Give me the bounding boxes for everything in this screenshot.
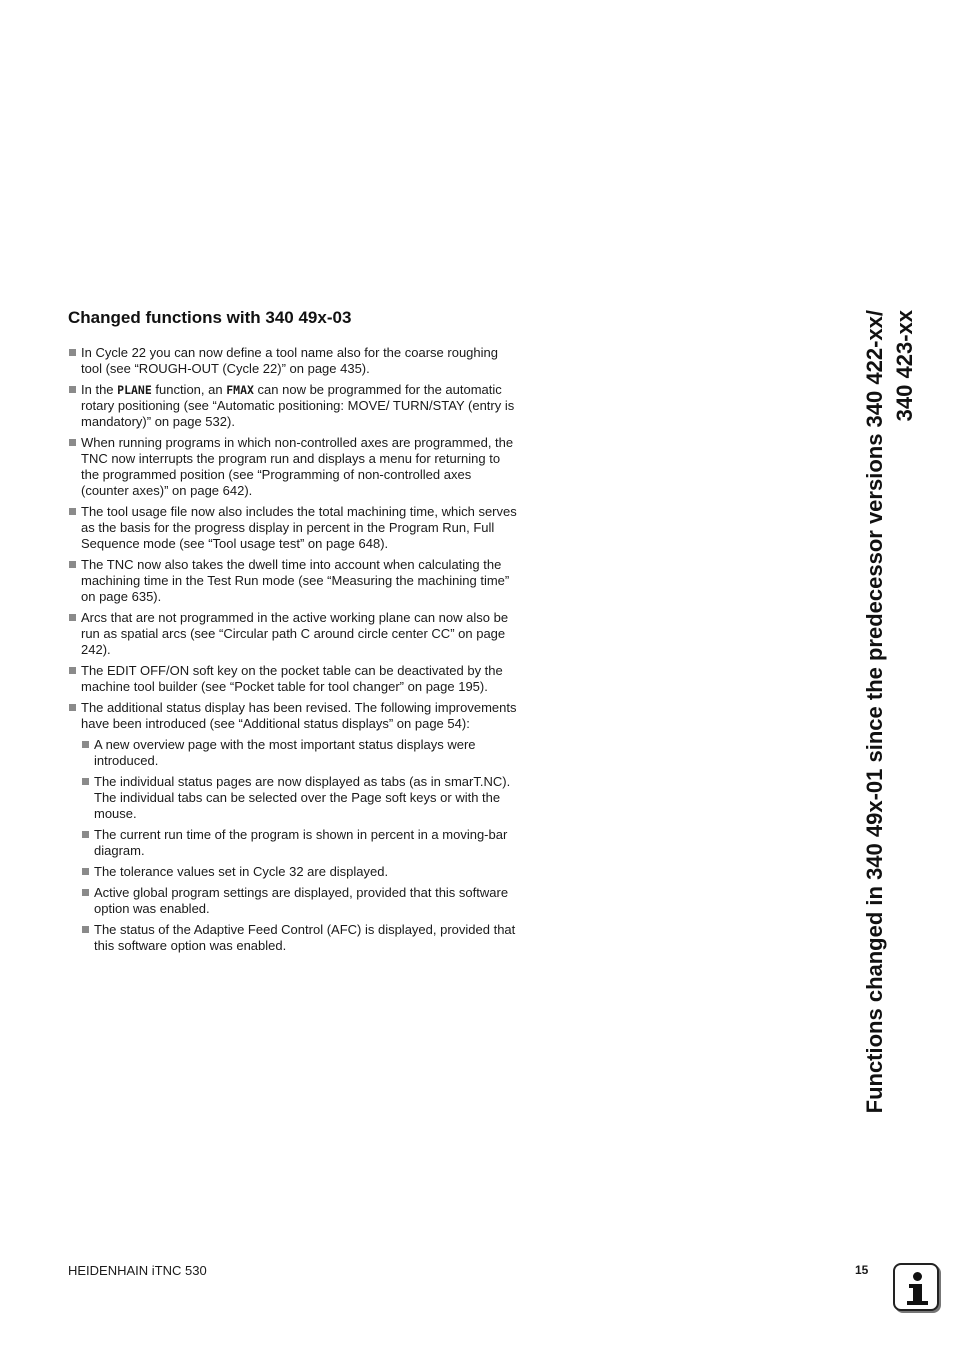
info-icon bbox=[893, 1263, 939, 1311]
sub-list-item: The tolerance values set in Cycle 32 are displayed. bbox=[81, 864, 518, 880]
side-title-line-1: Functions changed in 340 49x-01 since the predecessor versions 340 422-xx/ bbox=[862, 310, 887, 1114]
sub-list-item: The current run time of the program is shown in percent in a moving-bar diagram. bbox=[81, 827, 518, 859]
code-plane: PLANE bbox=[117, 383, 152, 397]
list-item: The TNC now also takes the dwell time into account when calculating the machining time in the Test Run mode (see “Measuring the machining time” on page 635). bbox=[68, 557, 518, 605]
changes-list bbox=[68, 345, 518, 959]
sub-list-item: The status of the Adaptive Feed Control (AFC) is displayed, provided that this software option was enabled. bbox=[81, 922, 518, 954]
list-item: The additional status display has been revised. The following improvements have been introduced (see “Additional status displays” on page 54): A new overview page with the most important status displays were introduced. The individual status pages are now displayed as tabs (as in smarT.NC). The individual tabs can be selected over the Page soft keys or with the mouse. The current run time of the program is shown in percent in a moving-bar diagram. The tolerance values set in Cycle 32 are displayed. Active global program settings are displayed, provided that this software option was enabled. The status of the Adaptive Feed Control (AFC) is displayed, provided that this software option was enabled. bbox=[68, 700, 518, 954]
code-fmax: FMAX bbox=[226, 383, 254, 397]
page-number: 15 bbox=[855, 1263, 869, 1277]
sub-list-item: The individual status pages are now displayed as tabs (as in smarT.NC). The individual tabs can be selected over the Page soft keys or with the mouse. bbox=[81, 774, 518, 822]
list-item: In Cycle 22 you can now define a tool name also for the coarse roughing tool (see “ROUGH-OUT (Cycle 22)” on page 435). bbox=[68, 345, 518, 377]
list-item: In the PLANE function, an FMAX can now be programmed for the automatic rotary positioning (see “Automatic positioning: MOVE/ TURN/STAY (entry is mandatory)” on page 532). bbox=[68, 382, 518, 430]
status-display-sublist bbox=[81, 737, 518, 954]
list-item: The EDIT OFF/ON soft key on the pocket table can be deactivated by the machine tool builder (see “Pocket table for tool changer” on page 195). bbox=[68, 663, 518, 695]
list-item: Arcs that are not programmed in the active working plane can now also be run as spatial arcs (see “Circular path C around circle center CC” on page 242). bbox=[68, 610, 518, 658]
list-item: The tool usage file now also includes the total machining time, which serves as the basis for the progress display in percent in the Program Run, Full Sequence mode (see “Tool usage test” on page 648). bbox=[68, 504, 518, 552]
footer-product-name: HEIDENHAIN iTNC 530 bbox=[68, 1263, 207, 1278]
sub-list-item: A new overview page with the most important status displays were introduced. bbox=[81, 737, 518, 769]
side-title-line-2: 340 423-xx bbox=[892, 310, 917, 422]
section-heading: Changed functions with 340 49x-03 bbox=[68, 308, 352, 327]
side-chapter-title bbox=[860, 310, 940, 1230]
sub-list-item: Active global program settings are displayed, provided that this software option was enabled. bbox=[81, 885, 518, 917]
list-item: When running programs in which non-controlled axes are programmed, the TNC now interrupts the program run and displays a menu for returning to the programmed position (see “Programming of non-controlled axes (counter axes)” on page 642). bbox=[68, 435, 518, 499]
